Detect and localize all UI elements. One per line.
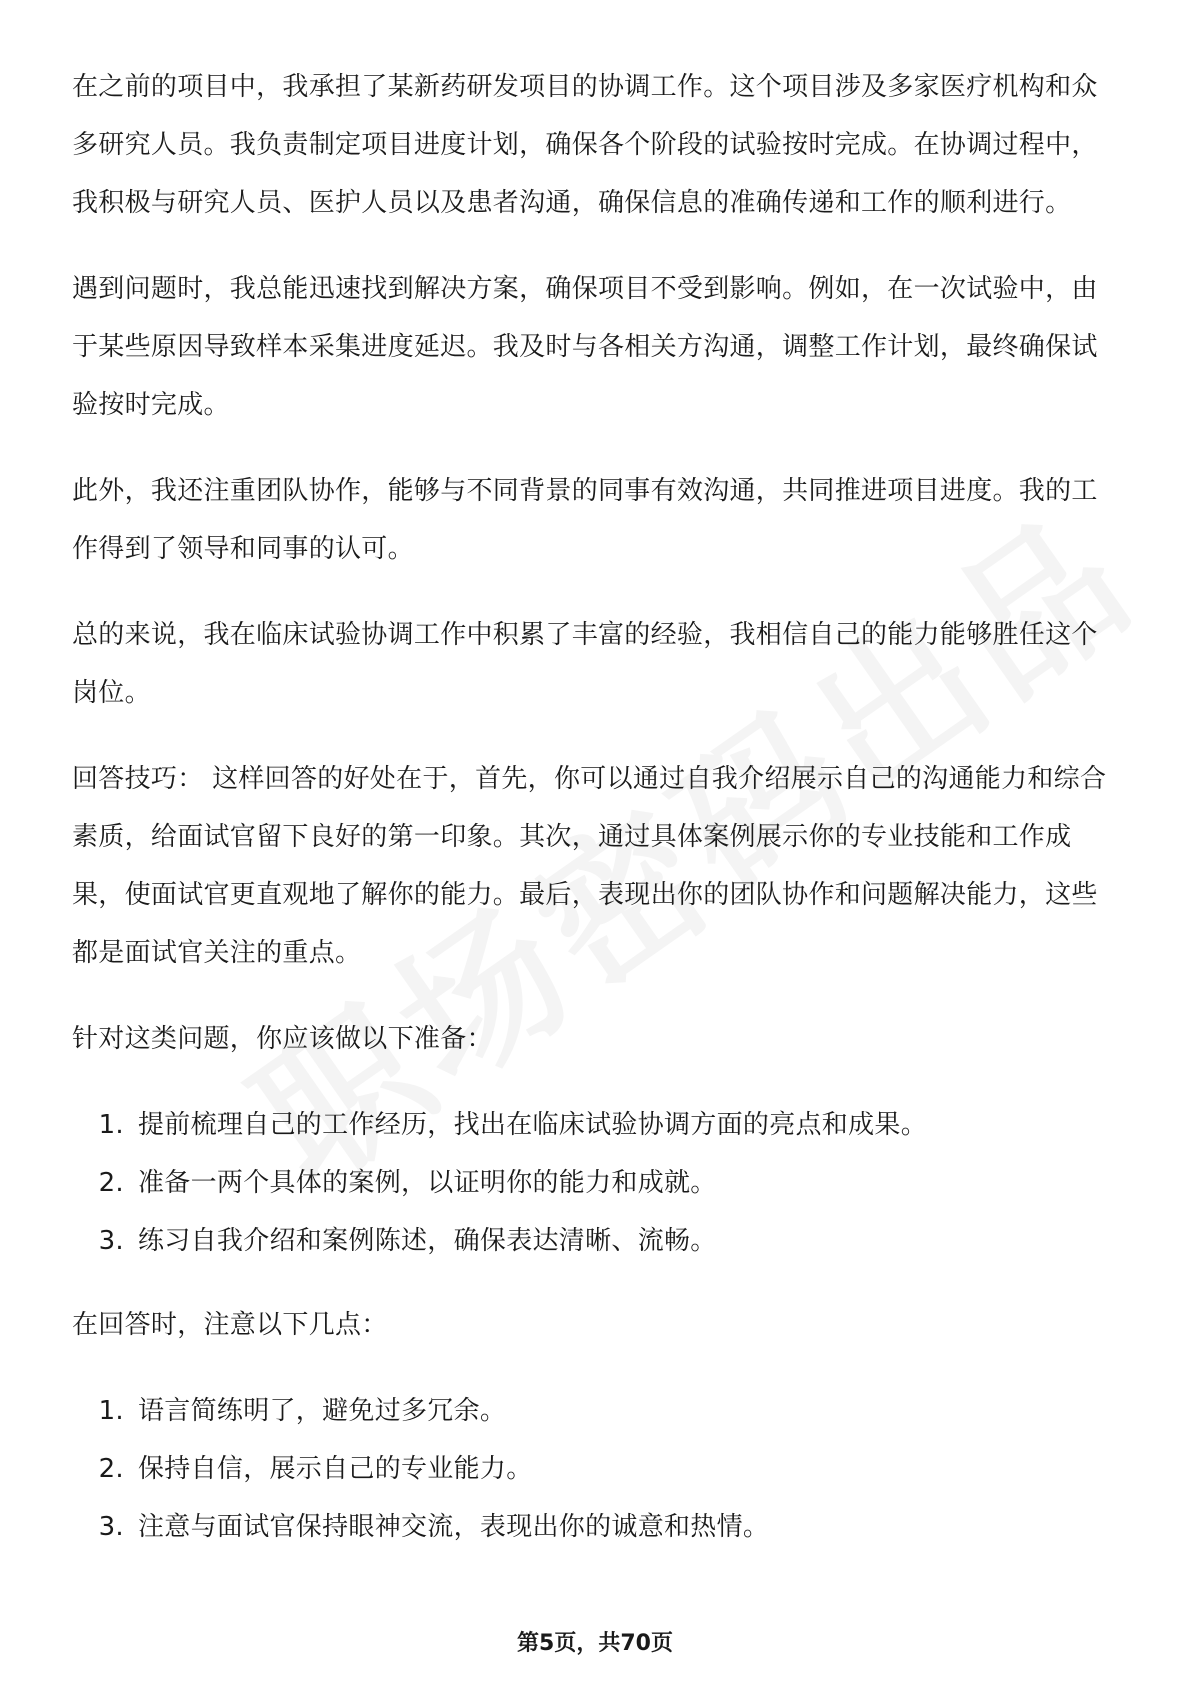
prep-heading: 针对这类问题，你应该做以下准备： [72,1024,493,1054]
list-text: 提前梳理自己的工作经历，找出在临床试验协调方面的亮点和成果。 [138,1110,928,1140]
list-text: 保持自信，展示自己的专业能力。 [138,1454,533,1484]
list-item [72,1212,1118,1270]
paragraph-problem-solving: 遇到问题时，我总能迅速找到解决方案，确保项目不受到影响。例如，在一次试验中，由于某些原因导致样本采集进度延迟。我及时与各相关方沟通，调整工作计划，最终确保试验按时完成。 [72,274,1098,420]
list-number: 3. [98,1226,124,1256]
notes-list [72,1382,1118,1556]
page-number-footer: 第5页，共70页 [517,1631,673,1656]
list-item [72,1440,1118,1498]
document-body [72,58,1118,1582]
list-number: 2. [98,1168,124,1198]
list-number: 1. [98,1396,124,1426]
paragraph-project-experience: 在之前的项目中，我承担了某新药研发项目的协调工作。这个项目涉及多家医疗机构和众多研究人员。我负责制定项目进度计划，确保各个阶段的试验按时完成。在协调过程中，我积极与研究人员、医护人员以及患者沟通，确保信息的准确传递和工作的顺利进行。 [72,72,1098,218]
list-number: 2. [98,1454,124,1484]
list-item [72,1096,1118,1154]
list-text: 练习自我介绍和案例陈述，确保表达清晰、流畅。 [138,1226,717,1256]
notes-heading: 在回答时，注意以下几点： [72,1310,388,1340]
paragraph-summary: 总的来说，我在临床试验协调工作中积累了丰富的经验，我相信自己的能力能够胜任这个岗位。 [72,620,1098,708]
list-item [72,1382,1118,1440]
paragraph-teamwork: 此外，我还注重团队协作，能够与不同背景的同事有效沟通，共同推进项目进度。我的工作得到了领导和同事的认可。 [72,476,1098,564]
paragraph-answer-tips: 回答技巧： 这样回答的好处在于，首先，你可以通过自我介绍展示自己的沟通能力和综合素质，给面试官留下良好的第一印象。其次，通过具体案例展示你的专业技能和工作成果，使面试官更直观地了解你的能力。最后，表现出你的团队协作和问题解决能力，这些都是面试官关注的重点。 [72,764,1107,968]
list-text: 语言简练明了，避免过多冗余。 [138,1396,507,1426]
prep-list [72,1096,1118,1270]
list-text: 注意与面试官保持眼神交流，表现出你的诚意和热情。 [138,1512,770,1542]
list-number: 1. [98,1110,124,1140]
list-item [72,1498,1118,1556]
list-number: 3. [98,1512,124,1542]
list-item [72,1154,1118,1212]
list-text: 准备一两个具体的案例，以证明你的能力和成就。 [138,1168,717,1198]
